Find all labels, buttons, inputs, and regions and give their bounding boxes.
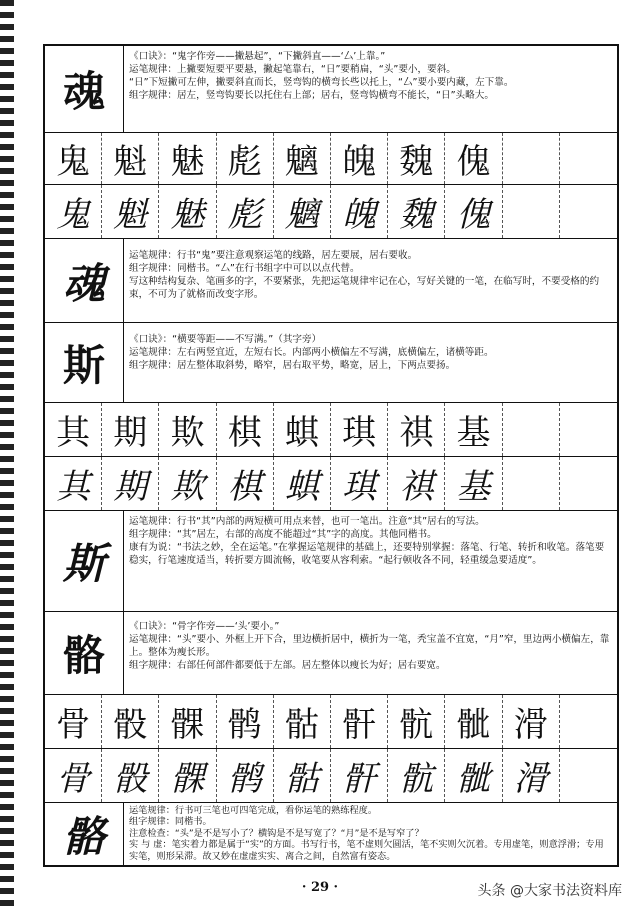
char-cell: 魏 <box>388 133 445 184</box>
char-cell: 骷 <box>274 695 331 748</box>
char-cell <box>503 185 560 238</box>
char-cell <box>560 695 617 748</box>
char-cell: 傀 <box>445 185 502 238</box>
char-cell: 基 <box>445 457 502 510</box>
section-hun-xingshu <box>45 239 617 323</box>
page-frame <box>43 44 619 867</box>
char-cell: 骯 <box>388 695 445 748</box>
note-line: 组字规律：同楷书。 <box>129 816 212 828</box>
section-si-kaishu <box>45 323 617 403</box>
char-cell: 鹘 <box>217 749 274 802</box>
char-cell: 魅 <box>159 133 216 184</box>
char-row-kaishu-1 <box>45 133 617 185</box>
char-cell: 傀 <box>445 133 502 184</box>
note-line: 组字规律：右部任何部件都要低于左部。居左整体以瘦长为好；居右要宽。 <box>129 660 446 671</box>
char-cell <box>503 133 560 184</box>
char-cell: 期 <box>102 457 159 510</box>
section-ge-xingshu <box>45 803 617 865</box>
char-cell: 骷 <box>274 749 331 802</box>
char-cell: 骴 <box>445 695 502 748</box>
char-cell: 祺 <box>388 457 445 510</box>
char-cell: 魁 <box>102 185 159 238</box>
char-cell <box>560 749 617 802</box>
section-notes <box>129 333 611 372</box>
char-cell: 骨 <box>45 749 102 802</box>
note-line: 运笔规律：行书“鬼”要注意观察运笔的线路，居左要展，居右要收。 <box>129 250 418 261</box>
note-line: “日”下短撇可左伸，撇要斜直而长，竖弯钩的横弯长些以托上，“厶”要小要内藏，左下靠。 <box>129 77 514 88</box>
example-char: 斯 <box>45 323 124 402</box>
note-line: 组字规律：居左，竖弯钩要长以托住右上部；居右，竖弯钩横弯不能长，“日”头略大。 <box>129 90 494 101</box>
char-cell: 鬼 <box>45 185 102 238</box>
char-row-xingshu-3 <box>45 749 617 803</box>
section-notes <box>129 515 611 567</box>
section-si-xingshu <box>45 511 617 612</box>
char-cell: 魄 <box>331 133 388 184</box>
char-cell: 期 <box>102 403 159 456</box>
section-notes <box>129 620 611 672</box>
section-notes <box>129 249 611 301</box>
char-cell: 彪 <box>217 185 274 238</box>
watermark: 头条 @大家书法资料库 <box>477 883 622 899</box>
note-line: 实 与 虚：笔实着力都是属于“实”的方面。书写行书，笔不虚则欠圆活，笔不实则欠沉着。专用虚笔，则意浮滑；专用实笔，则形呆滞。故又妙在虚虚实实、离合之间，自然富有姿态。 <box>129 839 604 862</box>
note-line: 组字规律：同楷书。“厶”在行书组字中可以以点代替。 <box>129 263 360 274</box>
char-cell: 骰 <box>102 749 159 802</box>
note-line: 组字规律：居左整体取斜势，略窄，居右取平势，略宽，居上，下两点要扬。 <box>129 360 456 371</box>
char-cell: 琪 <box>331 457 388 510</box>
example-char: 骼 <box>45 612 124 694</box>
char-row-kaishu-2 <box>45 403 617 457</box>
char-cell: 骨 <box>45 695 102 748</box>
example-char: 斯 <box>45 511 124 611</box>
example-char: 魂 <box>45 239 124 322</box>
char-cell: 彪 <box>217 133 274 184</box>
char-cell: 欺 <box>159 457 216 510</box>
char-cell <box>560 403 617 456</box>
char-cell: 欺 <box>159 403 216 456</box>
char-cell: 鬼 <box>45 133 102 184</box>
char-cell: 魄 <box>331 185 388 238</box>
char-cell: 骭 <box>331 749 388 802</box>
note-line: 《口诀》：“骨字作旁——‘头’要小。” <box>129 621 280 632</box>
example-char: 魂 <box>45 46 124 132</box>
char-cell: 魏 <box>388 185 445 238</box>
section-hun-kaishu <box>45 46 617 133</box>
note-line: 《口诀》：“横要等距——不写满。”（其字旁） <box>129 334 322 345</box>
char-cell: 基 <box>445 403 502 456</box>
char-cell <box>560 457 617 510</box>
char-cell: 骭 <box>331 695 388 748</box>
note-line: 康有为说：“书法之妙，全在运笔。”在掌握运笔规律的基础上，还要特别掌握：落笔、行笔、转折和收笔。落笔要稳实，行笔速度适当，转折要方圆流畅，收笔要从容利索。“起行顿收各不同，轻重缓急要适度”。 <box>129 542 605 566</box>
note-line: 《口诀》：“鬼字作旁——撇悬起”，“下撇斜直——‘厶’上靠。” <box>129 51 386 62</box>
char-cell: 骴 <box>445 749 502 802</box>
section-ge-kaishu <box>45 612 617 695</box>
binding-edge <box>0 0 14 911</box>
note-line: 写这种结构复杂、笔画多的字，不要紧张，先把运笔规律牢记在心，写好关键的一笔，在临写时，不要受格的约束，不可为了就格而改变字形。 <box>129 276 600 300</box>
char-cell: 魑 <box>274 133 331 184</box>
example-char: 骼 <box>45 803 124 865</box>
char-cell: 魁 <box>102 133 159 184</box>
char-row-kaishu-3 <box>45 695 617 749</box>
char-cell: 骰 <box>102 695 159 748</box>
char-cell: 棋 <box>217 457 274 510</box>
note-line: 运笔规律：行书可三笔也可四笔完成，看你运笔的熟练程度。 <box>129 805 378 816</box>
char-cell: 滑 <box>503 695 560 748</box>
char-cell: 蜞 <box>274 403 331 456</box>
char-cell: 鹘 <box>217 695 274 748</box>
char-cell: 魅 <box>159 185 216 238</box>
char-cell: 蜞 <box>274 457 331 510</box>
char-cell <box>560 133 617 184</box>
note-line: 注意检查：“头”是不是写小了？横钩是不是写宽了？“月”是不是写窄了？ <box>129 827 424 839</box>
char-cell <box>503 457 560 510</box>
char-cell: 祺 <box>388 403 445 456</box>
section-notes <box>129 805 611 862</box>
char-row-xingshu-1 <box>45 185 617 239</box>
char-cell <box>560 185 617 238</box>
char-cell <box>503 403 560 456</box>
char-cell: 琪 <box>331 403 388 456</box>
section-notes <box>129 50 611 102</box>
char-cell: 髁 <box>159 749 216 802</box>
note-line: 运笔规律：“头”要小、外框上开下合，里边横折居中，横折为一笔，秃宝盖不宜宽，“月”窄，里边两小横偏左，靠上。整体为瘦长形。 <box>129 634 610 658</box>
char-cell: 骯 <box>388 749 445 802</box>
note-line: 运笔规律：上撇要短要平要悬，撇起笔靠右，“日”要稍扁，“头”要小，要斜。 <box>129 64 456 75</box>
char-cell: 滑 <box>503 749 560 802</box>
page-number: · 29 · <box>301 880 339 895</box>
char-cell: 髁 <box>159 695 216 748</box>
note-line: 运笔规律：左右两竖宜近，左短右长。内部两小横偏左不写满，底横偏左，诸横等距。 <box>129 347 494 358</box>
char-cell: 其 <box>45 457 102 510</box>
char-cell: 棋 <box>217 403 274 456</box>
note-line: 运笔规律：行书“其”内部的两短横可用点来替，也可一笔出。注意“其”居右的写法。 <box>129 516 485 527</box>
char-cell: 其 <box>45 403 102 456</box>
char-cell: 魑 <box>274 185 331 238</box>
note-line: 组字规律：“其”居左，右部的高度不能超过“其”字的高度。其他同楷书。 <box>129 529 437 540</box>
char-row-xingshu-2 <box>45 457 617 511</box>
